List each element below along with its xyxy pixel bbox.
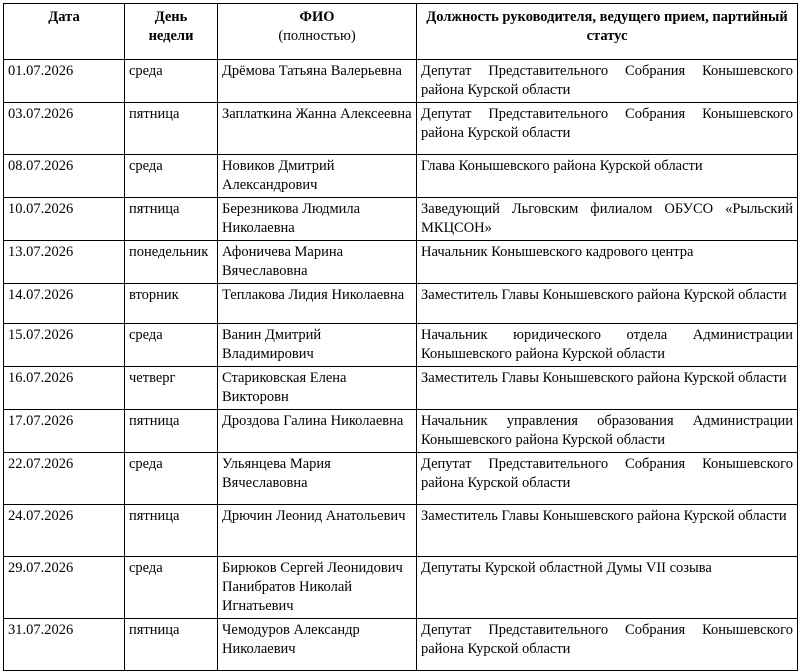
cell-fio: Афоничева Марина Вячеславовна xyxy=(218,241,417,284)
table-row xyxy=(4,619,798,671)
cell-day: среда xyxy=(125,557,218,619)
header-position: Должность руководителя, ведущего прием, партийный статус xyxy=(417,4,798,60)
cell-fio: Теплакова Лидия Николаевна xyxy=(218,284,417,324)
cell-fio: Стариковская Елена Викторовн xyxy=(218,367,417,410)
header-date: Дата xyxy=(4,4,125,60)
cell-day: пятница xyxy=(125,103,218,155)
table-row xyxy=(4,241,798,284)
table-row xyxy=(4,155,798,198)
table-row xyxy=(4,453,798,505)
table-row xyxy=(4,557,798,619)
cell-day: среда xyxy=(125,60,218,103)
cell-position: Депутат Представительного Собрания Конышевского района Курской области xyxy=(417,453,798,505)
header-fio-title: ФИО xyxy=(299,9,335,25)
cell-day: четверг xyxy=(125,367,218,410)
cell-day: пятница xyxy=(125,619,218,671)
table-row xyxy=(4,410,798,453)
cell-day: пятница xyxy=(125,505,218,557)
cell-fio: Ульянцева Мария Вячеславовна xyxy=(218,453,417,505)
cell-position: Заведующий Льговским филиалом ОБУСО «Рыльский МКЦСОН» xyxy=(417,198,798,241)
cell-position: Заместитель Главы Конышевского района Курской области xyxy=(417,367,798,410)
cell-fio: Чемодуров Александр Николаевич xyxy=(218,619,417,671)
cell-position: Депутат Представительного Собрания Конышевского района Курской области xyxy=(417,619,798,671)
cell-date: 31.07.2026 xyxy=(4,619,125,671)
cell-fio: Дрючин Леонид Анатольевич xyxy=(218,505,417,557)
cell-day: вторник xyxy=(125,284,218,324)
table-header-row xyxy=(4,4,798,60)
cell-position: Заместитель Главы Конышевского района Курской области xyxy=(417,284,798,324)
table-row xyxy=(4,367,798,410)
cell-date: 16.07.2026 xyxy=(4,367,125,410)
cell-position: Начальник управления образования Администрации Конышевского района Курской области xyxy=(417,410,798,453)
header-day-line1: День xyxy=(154,9,188,25)
header-day-line2: недели xyxy=(148,28,194,44)
cell-date: 08.07.2026 xyxy=(4,155,125,198)
cell-date: 13.07.2026 xyxy=(4,241,125,284)
cell-day: среда xyxy=(125,155,218,198)
header-fio-sub: (полностью) xyxy=(278,28,356,44)
table-row xyxy=(4,324,798,367)
cell-position: Депутат Представительного Собрания Конышевского района Курской области xyxy=(417,103,798,155)
cell-position: Начальник юридического отдела Администрации Конышевского района Курской области xyxy=(417,324,798,367)
cell-position: Депутаты Курской областной Думы VII созыва xyxy=(417,557,798,619)
cell-position: Депутат Представительного Собрания Конышевского района Курской области xyxy=(417,60,798,103)
table-row xyxy=(4,505,798,557)
cell-day: среда xyxy=(125,453,218,505)
cell-position: Заместитель Главы Конышевского района Курской области xyxy=(417,505,798,557)
cell-date: 17.07.2026 xyxy=(4,410,125,453)
cell-fio: Новиков Дмитрий Александрович xyxy=(218,155,417,198)
cell-date: 29.07.2026 xyxy=(4,557,125,619)
cell-day: среда xyxy=(125,324,218,367)
cell-date: 14.07.2026 xyxy=(4,284,125,324)
cell-date: 01.07.2026 xyxy=(4,60,125,103)
table-row xyxy=(4,60,798,103)
cell-position: Начальник Конышевского кадрового центра xyxy=(417,241,798,284)
table-row xyxy=(4,284,798,324)
cell-position: Глава Конышевского района Курской области xyxy=(417,155,798,198)
cell-day: пятница xyxy=(125,410,218,453)
cell-fio: Бирюков Сергей Леонидович Панибратов Николай Игнатьевич xyxy=(218,557,417,619)
cell-fio: Дрёмова Татьяна Валерьевна xyxy=(218,60,417,103)
cell-date: 10.07.2026 xyxy=(4,198,125,241)
cell-fio: Заплаткина Жанна Алексеевна xyxy=(218,103,417,155)
cell-fio: Ванин Дмитрий Владимирович xyxy=(218,324,417,367)
header-day xyxy=(125,4,218,60)
table-row xyxy=(4,198,798,241)
cell-day: понедельник xyxy=(125,241,218,284)
cell-date: 15.07.2026 xyxy=(4,324,125,367)
cell-day: пятница xyxy=(125,198,218,241)
cell-date: 03.07.2026 xyxy=(4,103,125,155)
reception-schedule-table xyxy=(3,3,798,671)
table-row xyxy=(4,103,798,155)
cell-date: 22.07.2026 xyxy=(4,453,125,505)
cell-fio: Дроздова Галина Николаевна xyxy=(218,410,417,453)
cell-fio: Березникова Людмила Николаевна xyxy=(218,198,417,241)
cell-date: 24.07.2026 xyxy=(4,505,125,557)
header-fio xyxy=(218,4,417,60)
